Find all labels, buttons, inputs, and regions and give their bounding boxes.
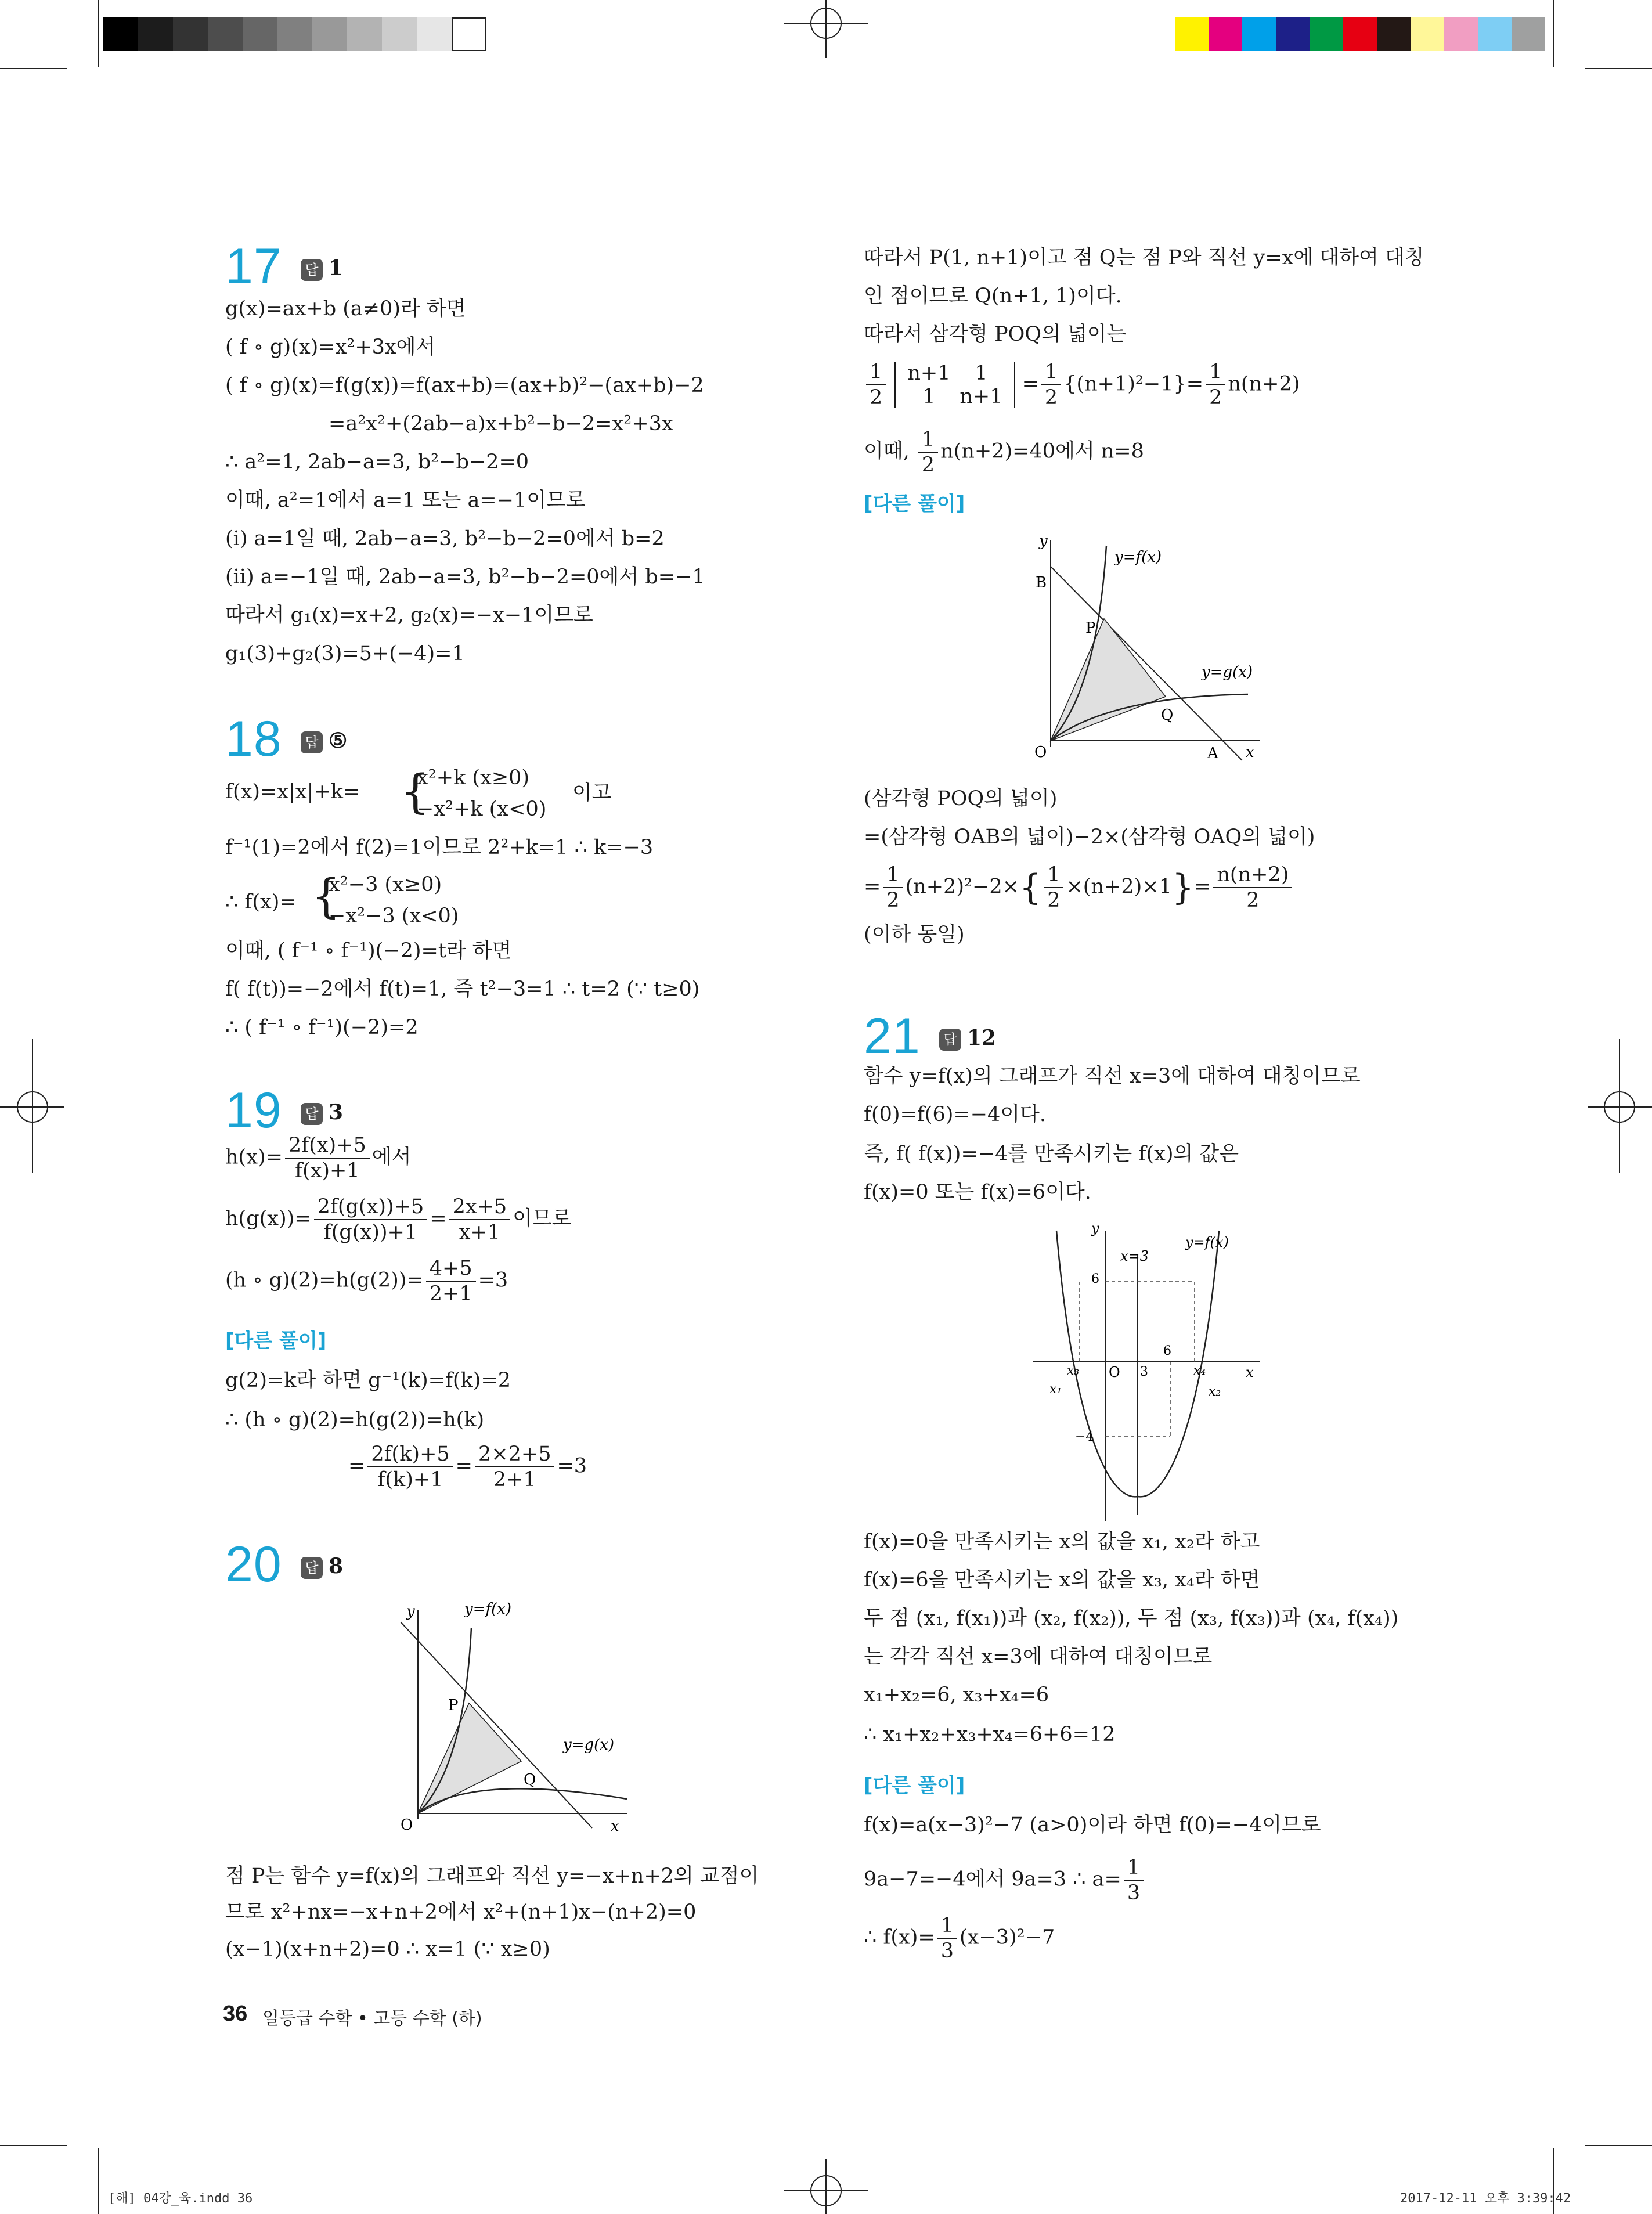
q21-alt-1: f(x)=a(x−3)²−7 (a>0)이라 하면 f(0)=−4이므로 [864, 1813, 1321, 1837]
q21-line-10: ∴ x₁+x₂+x₃+x₄=6+6=12 [864, 1723, 1116, 1746]
g3-three: 3 [1140, 1365, 1148, 1379]
q18-line-6: ∴ ( f⁻¹ ∘ f⁻¹)(−2)=2 [225, 1016, 419, 1039]
answer-badge: 답 [939, 1029, 961, 1051]
g1-yg: y=g(x) [563, 1736, 615, 1754]
question-number-20: 20 [225, 1537, 282, 1592]
answer-21: 답 12 [939, 1025, 996, 1051]
q21-line-1: 함수 y=f(x)의 그래프가 직선 x=3에 대하여 대칭이므로 [864, 1065, 1361, 1088]
g1-x: x [611, 1818, 619, 1835]
q21-line-7: 두 점 (x₁, f(x₁))과 (x₂, f(x₂)), 두 점 (x₃, f(x₃))과 (x₄, f(x₄)) [864, 1607, 1399, 1630]
q20-right-4: $\frac{1}{2}$ n+1 1 1 n+1 = $\frac{1}{2}$ {(n+1)²−1}= $\frac{1}{2}$ n(n+2) [864, 360, 1300, 410]
g2-B: B [1036, 574, 1047, 592]
g3-m4: −4 [1075, 1430, 1094, 1444]
q20-line-3: (x−1)(x+n+2)=0 ∴ x=1 (∵ x≥0) [225, 1938, 550, 1961]
q21-line-4: f(x)=0 또는 f(x)=6이다. [864, 1181, 1091, 1204]
question-number-19: 19 [225, 1083, 282, 1138]
q18-line-2: f⁻¹(1)=2에서 f(2)=1이므로 2²+k=1 ∴ k=−3 [225, 836, 654, 859]
g2-P: P [1085, 619, 1096, 637]
g1-P: P [448, 1697, 459, 1714]
q19-alt-2: ∴ (h ∘ g)(2)=h(g(2))=h(k) [225, 1408, 485, 1431]
q21-alt-heading: [다른 풀이] [864, 1774, 965, 1797]
g1-O: O [401, 1816, 413, 1834]
q21-alt-3: ∴ f(x)= $\frac{1}{3}$ (x−3)²−7 [864, 1914, 1055, 1963]
g2-A: A [1207, 745, 1218, 762]
q18-brace-1: { [401, 765, 430, 818]
determinant: n+1 1 1 n+1 [894, 362, 1015, 408]
g3-xaxis: x [1246, 1364, 1254, 1380]
q21-graph [1027, 1219, 1271, 1521]
color-swatch [1512, 17, 1545, 51]
q17-line: ( f ∘ g)(x)=f(g(x))=f(ax+b)=(ax+b)²−(ax+b)−2 [225, 374, 704, 397]
color-swatch [1411, 17, 1444, 51]
gray-swatch [138, 17, 173, 51]
answer-badge: 답 [301, 1103, 323, 1125]
q18-case-1a: x²+k (x≥0) [417, 766, 530, 789]
gray-swatch [173, 17, 208, 51]
gray-swatch [243, 17, 277, 51]
g3-six2: 6 [1163, 1344, 1171, 1358]
g2-yg: y=g(x) [1202, 664, 1253, 681]
color-swatch [1276, 17, 1310, 51]
print-timestamp: 2017-12-11 오후 3:39:42 [1400, 2191, 1571, 2206]
q21-line-8: 는 각각 직선 x=3에 대하여 대칭이므로 [864, 1645, 1213, 1668]
g2-y: y [1039, 532, 1048, 550]
q21-line-2: f(0)=f(6)=−4이다. [864, 1103, 1047, 1126]
answer-badge: 답 [301, 1557, 323, 1579]
g2-x: x [1246, 744, 1254, 761]
g1-yf: y=f(x) [464, 1600, 512, 1618]
gray-swatch [347, 17, 382, 51]
q18-line-5: f( f(t))=−2에서 f(t)=1, 즉 t²−3=1 ∴ t=2 (∵ t≥0) [225, 978, 700, 1001]
q17-line: 따라서 g₁(x)=x+2, g₂(x)=−x−1이므로 [225, 604, 593, 627]
q20-line-2: 므로 x²+nx=−x+n+2에서 x²+(n+1)x−(n+2)=0 [225, 1901, 697, 1924]
q17-line: g₁(3)+g₂(3)=5+(−4)=1 [225, 642, 465, 665]
gray-swatch [312, 17, 347, 51]
q21-line-6: f(x)=6을 만족시키는 x의 값을 x₃, x₄라 하면 [864, 1568, 1260, 1592]
q17-line: 이때, a²=1에서 a=1 또는 a=−1이므로 [225, 489, 586, 512]
q21-alt-2: 9a−7=−4에서 9a=3 ∴ a= $\frac{1}{3}$ [864, 1855, 1146, 1905]
answer-17: 답 1 [301, 255, 343, 282]
q20-right-5: 이때, $\frac{1}{2}$ n(n+2)=40에서 n=8 [864, 428, 1144, 477]
color-swatch [1242, 17, 1276, 51]
g3-O: O [1109, 1364, 1120, 1380]
q18-case-2b: −x²−3 (x<0) [329, 904, 459, 928]
q18-line-1-tail: 이고 [572, 781, 612, 805]
gray-swatch [382, 17, 417, 51]
g3-x1: x₁ [1049, 1382, 1062, 1397]
q18-line-4: 이때, ( f⁻¹ ∘ f⁻¹)(−2)=t라 하면 [225, 939, 512, 962]
g1-Q: Q [524, 1771, 536, 1788]
answer-20: 답 8 [301, 1553, 343, 1580]
gray-swatch [277, 17, 312, 51]
color-swatch [1310, 17, 1343, 51]
q20-right-3: 따라서 삼각형 POQ의 넓이는 [864, 323, 1127, 346]
page-number: 36 [223, 2002, 248, 2026]
gray-swatch [452, 17, 486, 51]
color-swatch [1343, 17, 1377, 51]
g3-x3pt: x₃ [1067, 1364, 1080, 1378]
q20-right-2: 인 점이므로 Q(n+1, 1)이다. [864, 284, 1122, 308]
gray-swatch [417, 17, 452, 51]
color-swatch [1444, 17, 1478, 51]
g3-six: 6 [1091, 1272, 1099, 1286]
color-swatch [1377, 17, 1411, 51]
answer-18: 답 ⑤ [301, 728, 347, 754]
q20-graph [383, 1593, 650, 1848]
g3-x2: x₂ [1209, 1384, 1221, 1399]
question-number-18: 18 [225, 711, 282, 767]
q18-brace-2: { [311, 869, 341, 923]
q17-line: (ⅱ) a=−1일 때, 2ab−a=3, b²−b−2=0에서 b=−1 [225, 565, 705, 589]
color-swatch [1478, 17, 1512, 51]
q20-alt-graph [1022, 522, 1271, 766]
g3-y: y [1091, 1220, 1099, 1236]
g3-yf: y=f(x) [1185, 1234, 1229, 1250]
gray-swatch [208, 17, 243, 51]
answer-19: 답 3 [301, 1099, 343, 1126]
q17-line: g(x)=ax+b (a≠0)라 하면 [225, 297, 466, 320]
q19-alt-1: g(2)=k라 하면 g⁻¹(k)=f(k)=2 [225, 1369, 511, 1392]
q21-line-9: x₁+x₂=6, x₃+x₄=6 [864, 1683, 1049, 1707]
question-number-21: 21 [864, 1008, 921, 1064]
q19-line-3: (h ∘ g)(2)=h(g(2))= $\frac{4+5}{2+1}$ =3 [225, 1257, 508, 1306]
color-swatch [1175, 17, 1209, 51]
q18-case-2a: x²−3 (x≥0) [329, 873, 442, 896]
g3-x3: x=3 [1120, 1248, 1149, 1264]
gray-swatch [103, 17, 138, 51]
q21-line-5: f(x)=0을 만족시키는 x의 값을 x₁, x₂라 하고 [864, 1530, 1260, 1553]
q17-line: (ⅰ) a=1일 때, 2ab−a=3, b²−b−2=0에서 b=2 [225, 527, 665, 550]
q20-alt-4: (이하 동일) [864, 923, 965, 946]
q20-alt-2: =(삼각형 OAB의 넓이)−2×(삼각형 OAQ의 넓이) [864, 825, 1315, 849]
question-number-17: 17 [225, 239, 282, 294]
g2-Q: Q [1161, 706, 1174, 724]
q19-line-2: h(g(x))= $\frac{2f(g(x))+5}{f(g(x))+1}$ = $\frac{2x+5}{x+1}$ 이므로 [225, 1195, 572, 1244]
g3-x4pt: x₄ [1193, 1364, 1206, 1378]
q20-alt-1: (삼각형 POQ의 넓이) [864, 787, 1058, 810]
q17-line: =a²x²+(2ab−a)x+b²−b−2=x²+3x [329, 412, 673, 435]
q18-case-1b: −x²+k (x<0) [417, 798, 547, 821]
g2-O: O [1034, 744, 1047, 761]
q18-line-1: f(x)=x|x|+k= [225, 780, 360, 803]
q20-line-1: 점 P는 함수 y=f(x)의 그래프와 직선 y=−x+n+2의 교점이 [225, 1865, 759, 1888]
q18-line-3: ∴ f(x)= [225, 890, 297, 914]
q17-line: ( f ∘ g)(x)=x²+3x에서 [225, 336, 436, 359]
g1-y: y [406, 1603, 415, 1620]
book-title: 일등급 수학 • 고등 수학 (하) [262, 2009, 482, 2029]
q19-alt-heading: [다른 풀이] [225, 1329, 327, 1353]
answer-badge: 답 [301, 731, 323, 753]
q21-line-3: 즉, f( f(x))=−4를 만족시키는 f(x)의 값은 [864, 1142, 1239, 1166]
q20-alt-3: = $\frac{1}{2}$ (n+2)²−2×{ $\frac{1}{2}$ ×(n+2)×1}= $\frac{n(n+2)}{2}$ [864, 863, 1294, 913]
file-slug: [해] 04강_육.indd 36 [108, 2191, 253, 2206]
answer-badge: 답 [301, 259, 323, 281]
q17-line: ∴ a²=1, 2ab−a=3, b²−b−2=0 [225, 450, 529, 474]
color-swatch [1209, 17, 1242, 51]
g2-yf: y=f(x) [1114, 549, 1162, 566]
q19-line-1: h(x)= $\frac{2f(x)+5}{f(x)+1}$ 에서 [225, 1134, 412, 1182]
q19-alt-3: = $\frac{2f(k)+5}{f(k)+1}$ = $\frac{2\times 2+5}{2+1}$ =3 [348, 1443, 587, 1491]
q20-right-1: 따라서 P(1, n+1)이고 점 Q는 점 P와 직선 y=x에 대하여 대칭 [864, 246, 1424, 269]
q20-alt-heading: [다른 풀이] [864, 492, 965, 515]
